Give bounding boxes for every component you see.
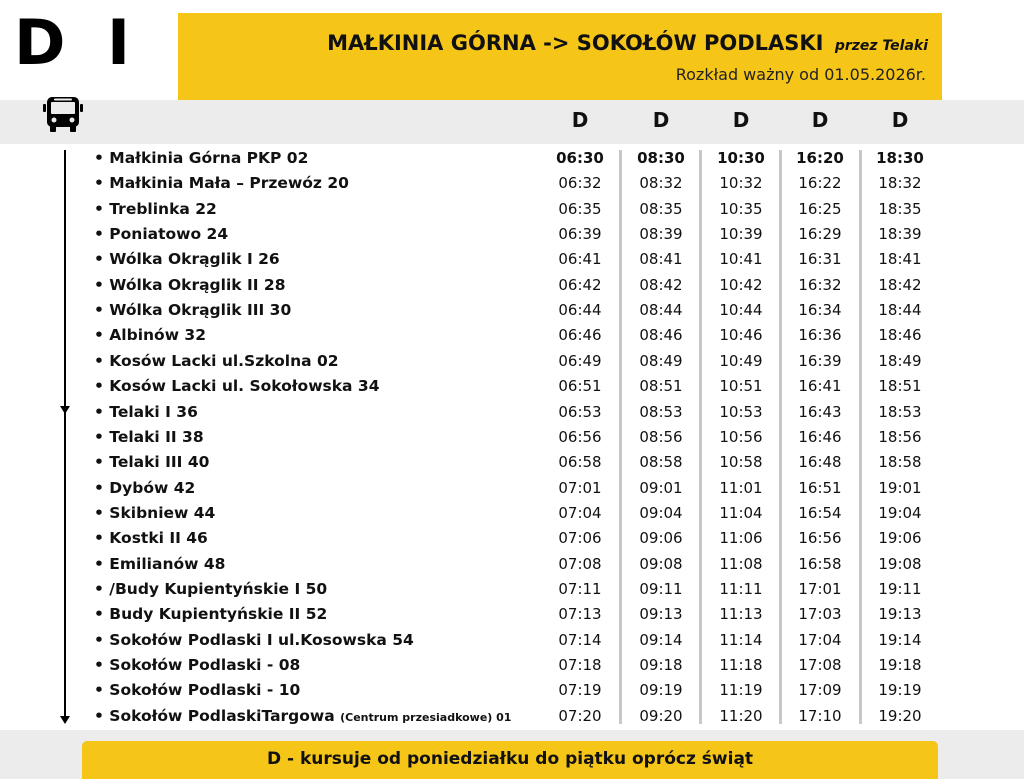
departure-time: 06:51 — [558, 377, 602, 396]
departure-time: 11:13 — [719, 605, 763, 624]
departure-time: 17:09 — [798, 681, 842, 700]
departure-time: 07:19 — [558, 681, 602, 700]
stop-name-text: • Małkinia Mała – Przewóz 20 — [94, 174, 349, 193]
departure-time: 09:14 — [639, 630, 683, 649]
stop-name-text: • Wólka Okrąglik II 28 — [94, 275, 286, 294]
departure-time: 11:06 — [719, 529, 763, 548]
stop-name — [94, 402, 198, 422]
route-via: przez Telaki — [834, 38, 928, 54]
departure-time: 10:49 — [719, 351, 763, 370]
departure-time: 17:08 — [798, 656, 842, 674]
departure-time: 16:43 — [798, 402, 842, 421]
route-title — [327, 31, 928, 55]
stop-name — [94, 325, 206, 345]
departure-time: 10:56 — [719, 427, 763, 446]
departure-time: 16:29 — [798, 225, 842, 244]
departure-time: 18:46 — [878, 326, 922, 345]
departure-time: 19:18 — [878, 656, 922, 674]
departure-time: 17:04 — [798, 630, 842, 649]
departure-time: 06:35 — [558, 199, 602, 218]
departure-time: 06:58 — [558, 453, 602, 472]
departure-time: 18:56 — [878, 427, 922, 446]
departure-time: 11:11 — [719, 579, 763, 598]
stop-name-text: • Kosów Lacki ul.Szkolna 02 — [94, 351, 339, 370]
departure-time: 08:35 — [639, 199, 683, 218]
departure-time: 16:41 — [798, 377, 842, 396]
departure-time: 10:30 — [717, 149, 765, 167]
departure-time: 09:20 — [639, 706, 683, 725]
column-header-2: D — [652, 108, 670, 132]
departure-time: 19:01 — [878, 478, 922, 497]
departure-time: 06:44 — [558, 301, 602, 320]
departure-time: 08:32 — [639, 174, 683, 193]
departure-time: 06:46 — [558, 326, 602, 345]
departure-time: 10:35 — [719, 199, 763, 218]
stop-name-text: • Skibniew 44 — [94, 503, 216, 522]
line-code: D I — [14, 6, 141, 79]
departure-time: 08:58 — [639, 453, 683, 472]
departure-time: 08:44 — [639, 301, 683, 320]
departure-time: 09:11 — [639, 579, 683, 598]
departure-time: 16:51 — [798, 478, 842, 497]
stop-name-text: • Poniatowo 24 — [94, 225, 229, 244]
departure-time: 19:19 — [878, 681, 922, 700]
departure-time: 06:49 — [558, 351, 602, 370]
stop-name — [94, 300, 291, 320]
stop-name — [94, 579, 327, 599]
departure-time: 18:35 — [878, 199, 922, 218]
departure-time: 10:51 — [719, 377, 763, 396]
stop-name-text: • Sokołów Podlaski - 10 — [94, 681, 301, 700]
legend-note: D - kursuje od poniedziałku do piątku oprócz świąt — [82, 741, 938, 779]
stop-name — [94, 427, 204, 447]
departure-time: 11:04 — [719, 503, 763, 522]
departure-time: 07:01 — [558, 478, 602, 497]
departure-time: 16:20 — [796, 149, 844, 167]
departure-time: 16:46 — [798, 427, 842, 446]
departure-time: 09:18 — [639, 656, 683, 674]
departure-time: 10:42 — [719, 275, 763, 294]
departure-time: 16:22 — [798, 174, 842, 193]
column-header-5: D — [891, 108, 909, 132]
departure-time: 18:42 — [878, 275, 922, 294]
stop-name-text: • Wólka Okrąglik III 30 — [94, 301, 292, 320]
departure-time: 18:53 — [878, 402, 922, 421]
departure-time: 16:48 — [798, 453, 842, 472]
departure-time: 10:32 — [719, 174, 763, 193]
departure-time: 09:08 — [639, 554, 683, 573]
departure-time: 09:04 — [639, 503, 683, 522]
stop-name-text: • Sokołów Podlaski I ul.Kosowska 54 — [94, 630, 414, 649]
departure-time: 11:01 — [719, 478, 763, 497]
departure-time: 18:51 — [878, 377, 922, 396]
departure-time: 10:46 — [719, 326, 763, 345]
stop-name-text: • Albinów 32 — [94, 326, 206, 345]
route-name: MAŁKINIA GÓRNA -> SOKOŁÓW PODLASKI — [327, 31, 824, 55]
departure-time: 19:04 — [878, 503, 922, 522]
departure-time: 10:41 — [719, 250, 763, 269]
departure-time: 16:31 — [798, 250, 842, 269]
departure-time: 16:36 — [798, 326, 842, 345]
stop-name — [94, 224, 228, 244]
departure-time: 08:30 — [637, 149, 685, 167]
departure-time: 19:06 — [878, 529, 922, 548]
departure-time: 16:54 — [798, 503, 842, 522]
departure-time: 08:39 — [639, 225, 683, 244]
column-separator — [779, 150, 782, 724]
departure-time: 07:08 — [558, 554, 602, 573]
departure-time: 07:14 — [558, 630, 602, 649]
stop-name-text: • Małkinia Górna PKP 02 — [94, 149, 309, 167]
stop-name — [94, 554, 225, 574]
stop-name — [94, 452, 209, 472]
column-separator — [699, 150, 702, 724]
departure-time: 08:51 — [639, 377, 683, 396]
stop-name-text: • Budy Kupientyńskie II 52 — [94, 605, 328, 624]
column-header-4: D — [811, 108, 829, 132]
departure-time: 18:30 — [876, 149, 924, 167]
departure-time: 06:30 — [556, 149, 604, 167]
column-header-3: D — [732, 108, 750, 132]
departure-time: 08:42 — [639, 275, 683, 294]
stop-name-text: • Dybów 42 — [94, 478, 196, 497]
departure-time: 06:32 — [558, 174, 602, 193]
stop-name-text: • Sokołów PodlaskiTargowa — [94, 706, 335, 725]
stop-name — [94, 706, 511, 728]
stop-name — [94, 173, 349, 193]
departure-time: 11:08 — [719, 554, 763, 573]
stop-name-text: • Kosów Lacki ul. Sokołowska 34 — [94, 377, 380, 396]
stop-name-text: • /Budy Kupientyńskie I 50 — [94, 579, 328, 598]
stop-name-text: • Wólka Okrąglik I 26 — [94, 250, 280, 269]
departure-time: 18:44 — [878, 301, 922, 320]
departure-time: 09:13 — [639, 605, 683, 624]
departure-time: 17:10 — [798, 706, 842, 725]
departure-time: 08:46 — [639, 326, 683, 345]
departure-time: 18:49 — [878, 351, 922, 370]
departure-time: 07:13 — [558, 605, 602, 624]
departure-time: 11:18 — [719, 656, 763, 674]
route-banner — [178, 13, 942, 100]
departure-time: 10:58 — [719, 453, 763, 472]
departure-time: 19:11 — [878, 579, 922, 598]
stop-name-text: • Telaki III 40 — [94, 453, 210, 472]
departure-time: 19:08 — [878, 554, 922, 573]
departure-time: 08:56 — [639, 427, 683, 446]
stop-name-text: • Kostki II 46 — [94, 529, 208, 548]
departure-time: 18:58 — [878, 453, 922, 472]
departure-time: 11:19 — [719, 681, 763, 700]
stop-name — [94, 148, 308, 168]
departure-time: 08:53 — [639, 402, 683, 421]
departure-time: 07:04 — [558, 503, 602, 522]
departure-time: 10:44 — [719, 301, 763, 320]
stop-name — [94, 503, 215, 523]
departure-time: 06:56 — [558, 427, 602, 446]
stop-name-text: • Telaki I 36 — [94, 402, 198, 421]
column-separator — [859, 150, 862, 724]
stop-name — [94, 199, 217, 219]
stop-name-text: • Treblinka 22 — [94, 199, 217, 218]
validity-note: Rozkład ważny od 01.05.2026r. — [675, 65, 926, 84]
departure-time: 09:01 — [639, 478, 683, 497]
departure-time: 08:41 — [639, 250, 683, 269]
departure-time: 07:06 — [558, 529, 602, 548]
departure-time: 16:56 — [798, 529, 842, 548]
departure-time: 18:41 — [878, 250, 922, 269]
stop-name — [94, 249, 280, 269]
departure-time: 06:41 — [558, 250, 602, 269]
stop-name-text: • Sokołów Podlaski - 08 — [94, 656, 301, 674]
stop-name — [94, 680, 300, 700]
departure-time: 19:13 — [878, 605, 922, 624]
departure-time: 17:01 — [798, 579, 842, 598]
departure-time: 07:20 — [558, 706, 602, 725]
stop-name — [94, 478, 195, 498]
departure-time: 16:25 — [798, 199, 842, 218]
departure-time: 19:14 — [878, 630, 922, 649]
bus-icon — [40, 92, 86, 134]
stop-name — [94, 604, 327, 624]
departure-time: 18:32 — [878, 174, 922, 193]
departure-time: 16:39 — [798, 351, 842, 370]
departure-time: 06:53 — [558, 402, 602, 421]
departure-time: 07:11 — [558, 579, 602, 598]
departure-time: 16:32 — [798, 275, 842, 294]
departure-time: 08:49 — [639, 351, 683, 370]
departure-time: 11:20 — [719, 706, 763, 725]
departure-time: 07:18 — [558, 656, 602, 674]
stop-name — [94, 630, 414, 650]
stop-name-text: • Telaki II 38 — [94, 427, 204, 446]
departure-time: 11:14 — [719, 630, 763, 649]
departure-time: 17:03 — [798, 605, 842, 624]
departure-time: 10:39 — [719, 225, 763, 244]
departure-time: 19:20 — [878, 706, 922, 725]
stop-name — [94, 275, 286, 295]
departure-time: 09:19 — [639, 681, 683, 700]
departure-time: 10:53 — [719, 402, 763, 421]
departure-time: 09:06 — [639, 529, 683, 548]
departure-time: 06:42 — [558, 275, 602, 294]
stop-name — [94, 655, 300, 675]
stop-name-text: • Emilianów 48 — [94, 554, 226, 573]
stop-name — [94, 528, 208, 548]
departure-time: 06:39 — [558, 225, 602, 244]
column-header-1: D — [571, 108, 589, 132]
stop-note: (Centrum przesiadkowe) 01 — [340, 710, 512, 724]
departure-time: 18:39 — [878, 225, 922, 244]
route-arrow-icon — [58, 150, 72, 724]
column-separator — [619, 150, 622, 724]
departure-time: 16:34 — [798, 301, 842, 320]
departure-time: 16:58 — [798, 554, 842, 573]
stop-name — [94, 376, 380, 396]
stop-name — [94, 351, 339, 371]
